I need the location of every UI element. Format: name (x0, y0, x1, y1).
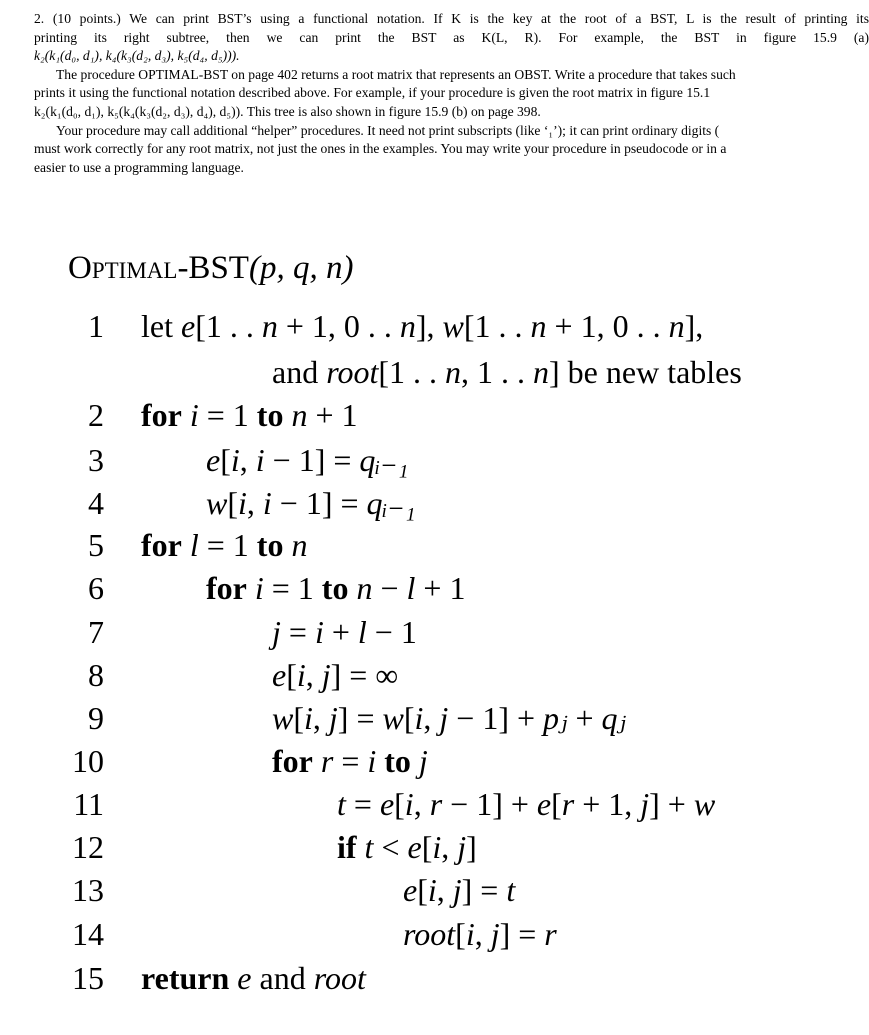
line-code: j = i + l − 1 (272, 614, 417, 650)
line-code: for l = 1 to n (141, 527, 308, 563)
line-number: 5 (88, 527, 104, 563)
line-code: return e and root (141, 960, 366, 996)
algorithm-title (68, 250, 353, 287)
line-code: root[i, j] = r (403, 916, 557, 952)
line-number: 6 (88, 570, 104, 606)
line-code: w[i, i − 1] = qᵢ₋₁ (206, 485, 416, 521)
line-code: t = e[i, r − 1] + e[r + 1, j] + w (337, 786, 716, 822)
problem-line-7: Your procedure may call additional “helper” procedures. It need not print subscripts (like ‘₁’); it can print ordinary digits ( (56, 122, 720, 138)
problem-line-6: k₂(k₁(d₀, d₁), k₅(k₄(k₃(d₂, d₃), d₄), d₅)). This tree is also shown in figure 15.9 (b) on page 398. (34, 103, 541, 119)
line-number: 9 (88, 700, 104, 736)
line-code: e[i, j] = ∞ (272, 657, 399, 693)
problem-line-3: k₂(k₁(d₀, d₁), k₄(k₃(d₂, d₃), k₅(d₄, d₅))). (34, 48, 240, 64)
line-code: let e[1 . . n + 1, 0 . . n], w[1 . . n + 1, 0 . . n], (141, 308, 704, 344)
line-code: w[i, j] = w[i, j − 1] + pⱼ + qⱼ (272, 700, 626, 736)
line-code: for i = 1 to n − l + 1 (206, 570, 466, 606)
line-code: if t < e[i, j] (337, 829, 477, 865)
problem-line-9: easier to use a programming language. (34, 159, 244, 175)
line-code: for i = 1 to n + 1 (141, 397, 358, 433)
line-number: 15 (72, 960, 104, 996)
line-code: e[i, i − 1] = qᵢ₋₁ (206, 442, 409, 478)
line-number: 13 (72, 872, 104, 908)
line-code: for r = i to j (272, 743, 428, 779)
line-number: 14 (72, 916, 104, 952)
problem-line-4: The procedure OPTIMAL-BST on page 402 returns a root matrix that represents an OBST. Write a procedure that takes such (56, 66, 736, 82)
line-number: 12 (72, 829, 104, 865)
line-code: e[i, j] = t (403, 872, 516, 908)
problem-line-8: must work correctly for any root matrix, not just the ones in the examples. You may write your procedure in pseudocode or in a (34, 141, 727, 157)
line-number: 1 (88, 308, 104, 344)
line-number: 8 (88, 657, 104, 693)
algorithm-name: Optimal-BST (68, 250, 249, 286)
line-number: 3 (88, 442, 104, 478)
problem-line-5: prints it using the functional notation described above. For example, if your procedure is given the root matrix in figure 15.1 (34, 85, 711, 101)
line-number: 4 (88, 485, 104, 521)
line-code: and root[1 . . n, 1 . . n] be new tables (272, 354, 742, 390)
line-number: 2 (88, 397, 104, 433)
problem-line-1: 2. (10 points.) We can print BST’s using a functional notation. If K is the key at the root of a BST, L is the result of printing its (34, 11, 869, 26)
problem-line-2: printing its right subtree, then we can print the BST as K(L, R). For example, the BST in figure 15.9 (a) (34, 29, 869, 45)
line-number: 11 (73, 786, 104, 822)
line-number: 7 (88, 614, 104, 650)
algorithm-params: (p, q, n) (248, 250, 354, 286)
line-number: 10 (72, 743, 104, 779)
problem-statement (34, 10, 869, 177)
